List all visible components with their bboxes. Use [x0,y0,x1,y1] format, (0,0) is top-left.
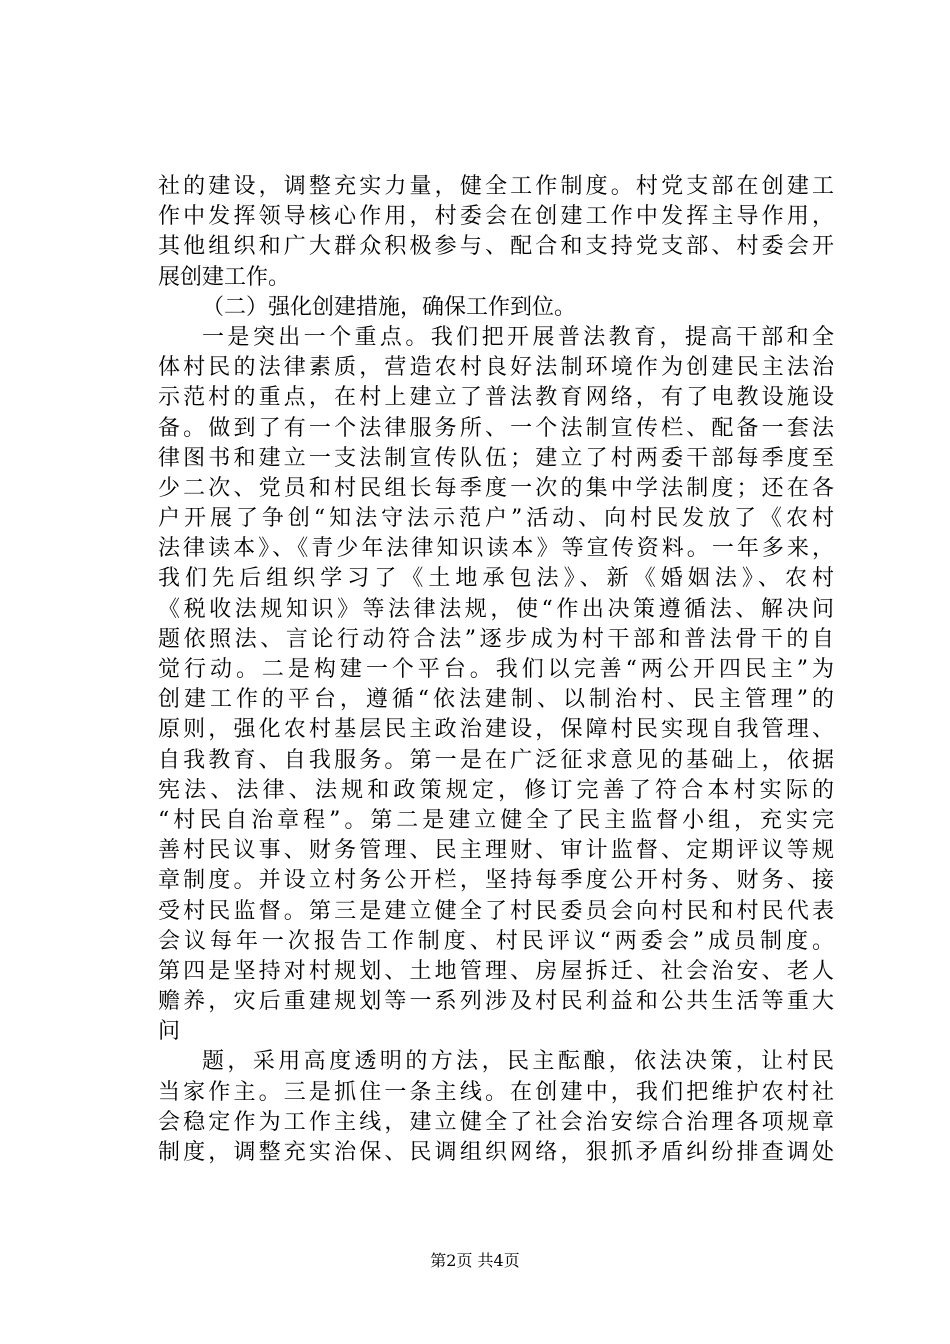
text-line: 会稳定作为工作主线，建立健全了社会治安综合治理各项规章 [158,1109,834,1135]
text-line: 作中发挥领导核心作用，村委会在创建工作中发挥主导作用， [158,204,834,230]
text-line: 户开展了争创“知法守法示范户”活动、向村民发放了《农村 [158,506,834,532]
text-line: 会议每年一次报告工作制度、村民评议“两委会”成员制度。 [158,928,834,954]
text-line: 体村民的法律素质，营造农村良好法制环境作为创建民主法治 [158,355,834,381]
text-line: 创建工作的平台，遵循“依法建制、以制治村、民主管理”的 [158,687,834,713]
text-line: 示范村的重点，在村上建立了普法教育网络，有了电教设施设 [158,385,834,411]
text-line: 赡养，灾后重建规划等一系列涉及村民利益和公共生活等重大 [158,989,834,1015]
text-line: 第四是坚持对村规划、土地管理、房屋拆迁、社会治安、老人 [158,958,834,984]
text-line: （二）强化创建措施，确保工作到位。 [202,294,577,320]
text-line: 法律读本》、《青少年法律知识读本》等宣传资料。一年多来， [158,536,834,562]
text-line: 备。做到了有一个法律服务所、一个法制宣传栏、配备一套法 [158,415,834,441]
document-body [158,172,834,1168]
page-footer [0,1248,950,1271]
text-line: 其他组织和广大群众积极参与、配合和支持党支部、村委会开 [158,234,834,260]
text-line: 展创建工作。 [158,264,291,290]
text-line: 一是突出一个重点。我们把开展普法教育，提高干部和全 [202,324,834,350]
text-line: 题，采用高度透明的方法，民主酝酿，依法决策，让村民 [202,1049,834,1075]
text-line: 受村民监督。第三是建立健全了村民委员会向村民和村民代表 [158,898,834,924]
text-line: 律图书和建立一支法制宣传队伍；建立了村两委干部每季度至 [158,445,834,471]
text-line: 制度，调整充实治保、民调组织网络，狠抓矛盾纠纷排查调处 [158,1140,834,1165]
text-line: 我们先后组织学习了《土地承包法》、新《婚姻法》、农村 [158,566,834,592]
text-line: 社的建设，调整充实力量，健全工作制度。村党支部在创建工 [158,174,834,199]
text-line: 问 [158,1019,181,1045]
text-line: 章制度。并设立村务公开栏，坚持每季度公开村务、财务、接 [158,868,834,894]
text-line: 题依照法、言论行动符合法”逐步成为村干部和普法骨干的自 [158,626,834,652]
text-line: 宪法、法律、法规和政策规定，修订完善了符合本村实际的 [158,777,834,803]
text-line: 当家作主。三是抓住一条主线。在创建中，我们把维护农村社 [158,1079,834,1105]
text-line: 自我教育、自我服务。第一是在广泛征求意见的基础上，依据 [158,747,834,773]
text-line: 少二次、党员和村民组长每季度一次的集中学法制度；还在各 [158,475,834,501]
text-line: “村民自治章程”。第二是建立健全了民主监督小组，充实完 [158,807,834,833]
text-line: 原则，强化农村基层民主政治建设，保障村民实现自我管理、 [158,717,834,743]
text-line: 觉行动。二是构建一个平台。我们以完善“两公开四民主”为 [158,657,834,682]
text-line: 《税收法规知识》等法律法规，使“作出决策遵循法、解决问 [158,596,834,622]
text-line: 善村民议事、财务管理、民主理财、审计监督、定期评议等规 [158,838,834,864]
page-number-label: 第2页 共4页 [430,1251,520,1270]
